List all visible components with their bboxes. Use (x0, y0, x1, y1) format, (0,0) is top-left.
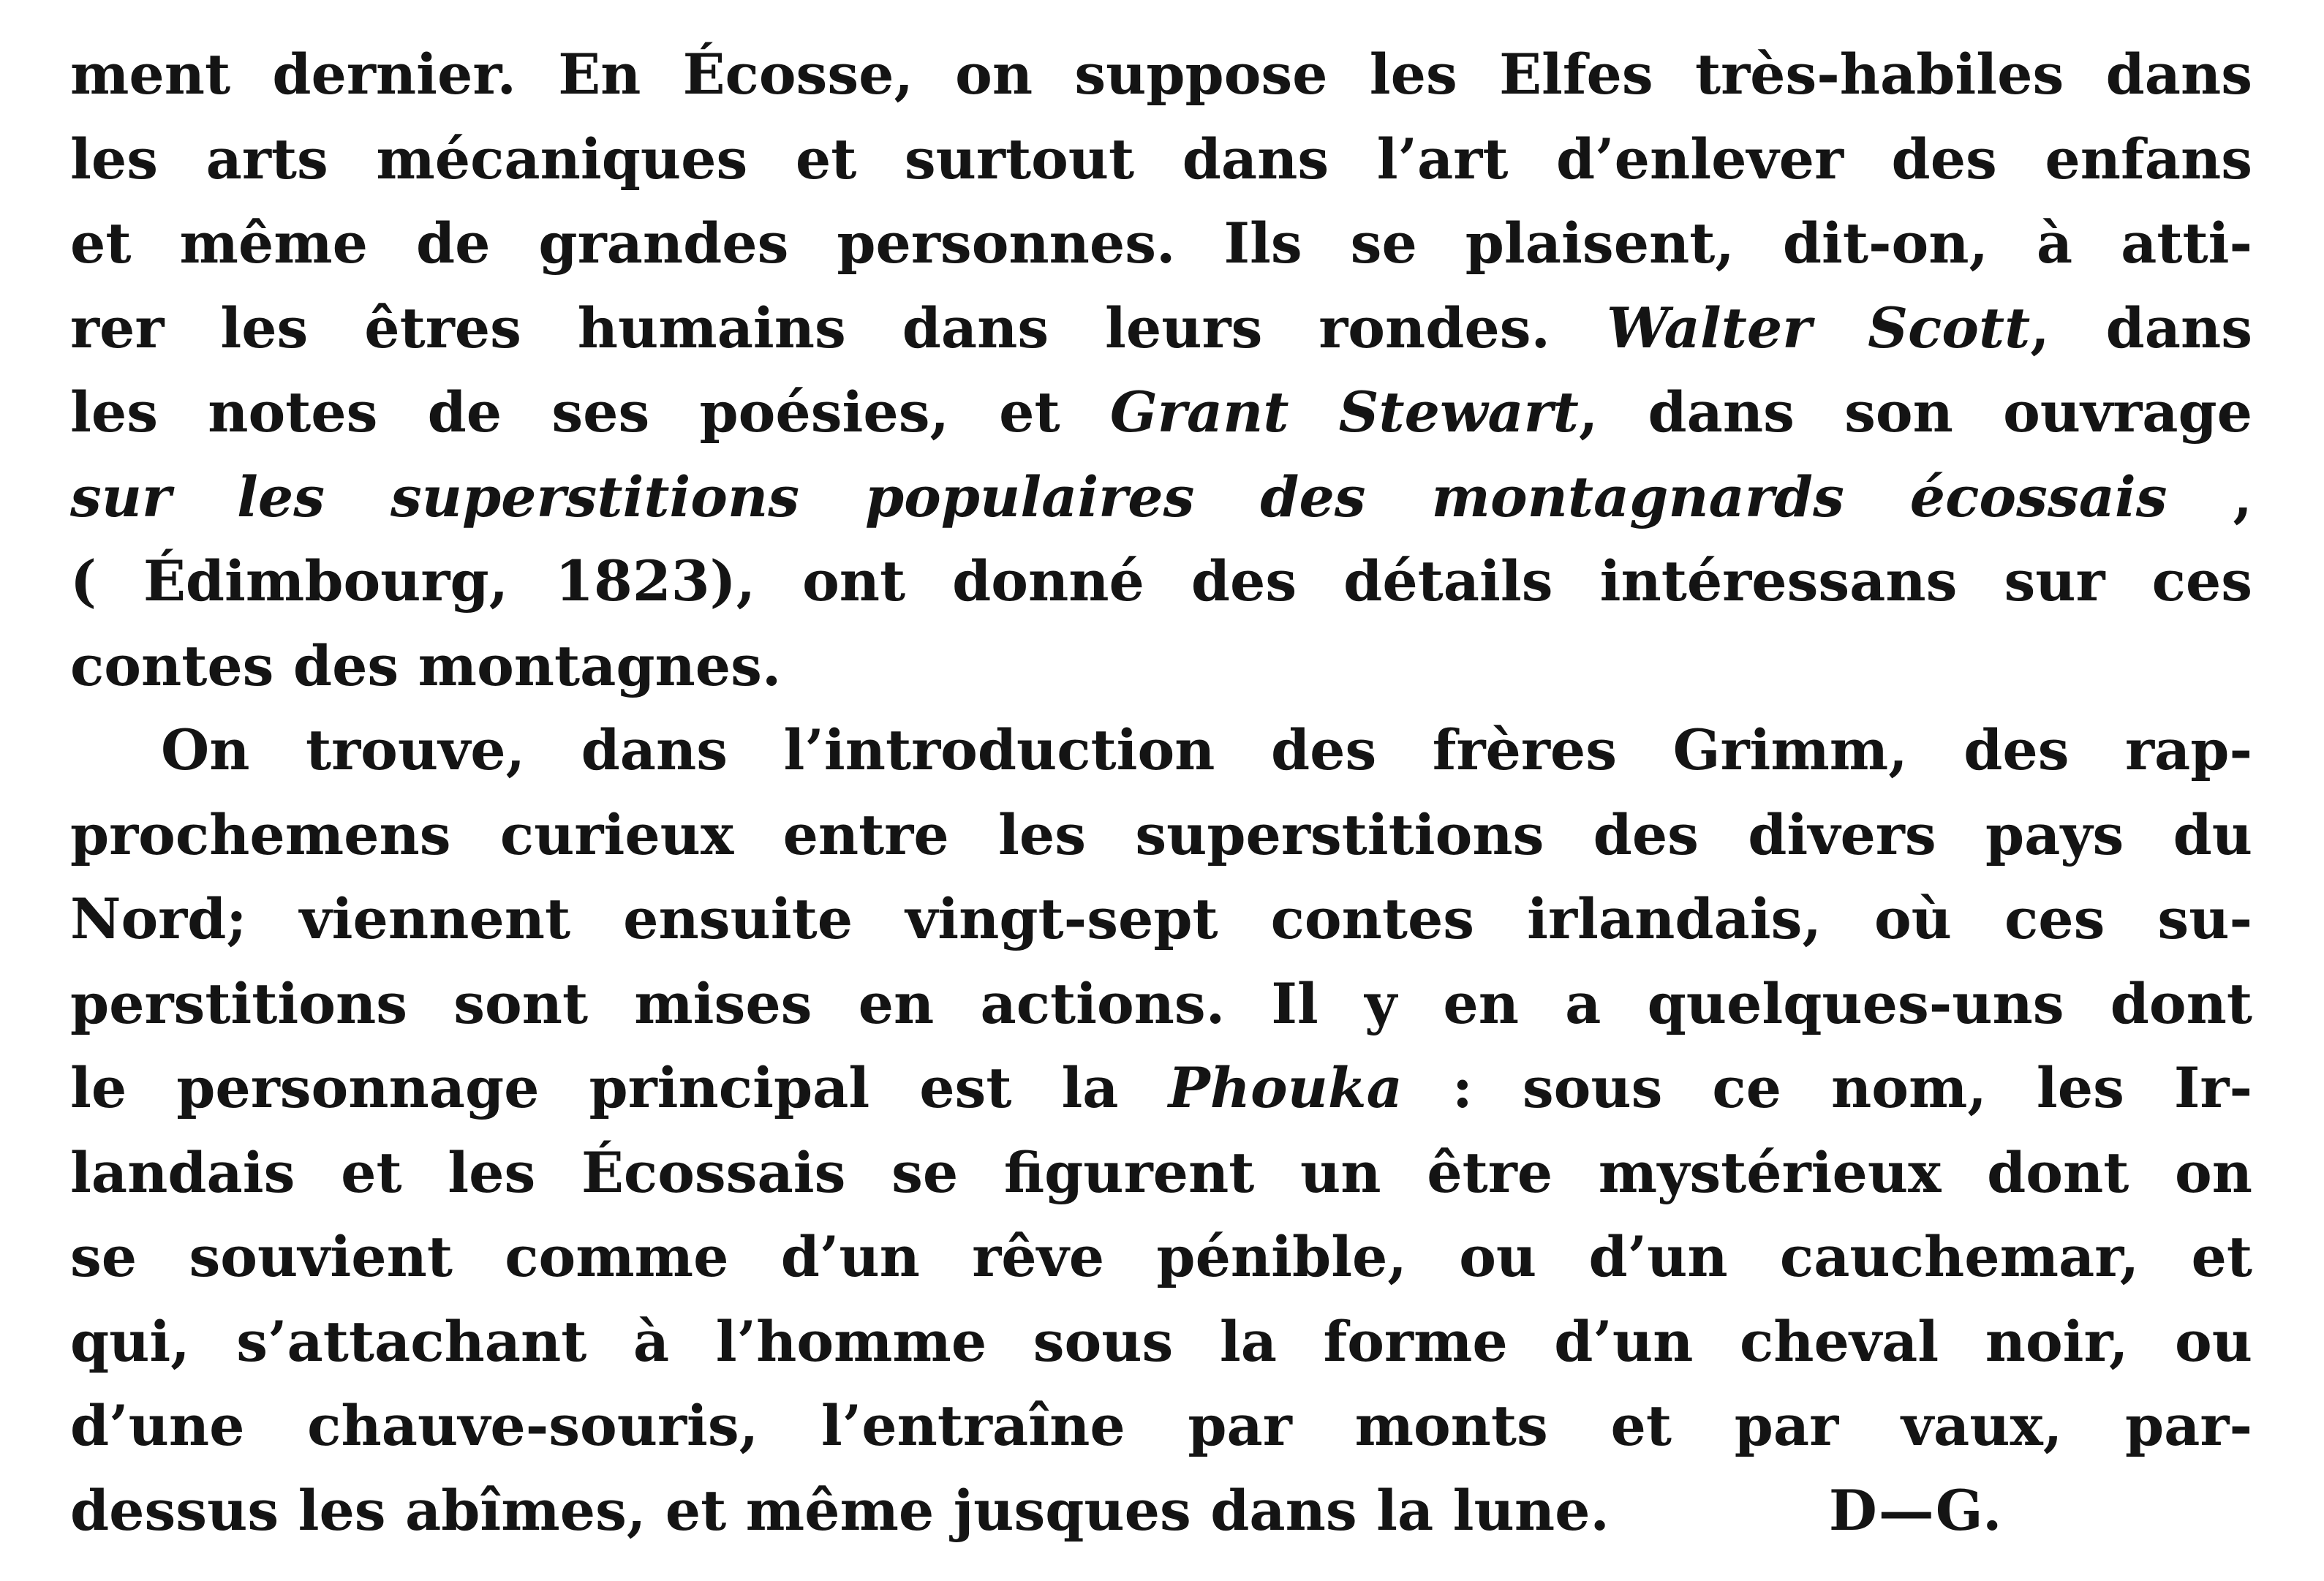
text-line: On trouve, dans l’introduction des frères Grimm, des rap- (161, 717, 2252, 782)
text-line: dessus les abîmes, et même jusques dans la lune. D—G. (70, 1468, 2252, 1553)
text-line: landais et les Écossais se figurent un être mystérieux dont on (70, 1139, 2252, 1205)
text-line: ment dernier. En Écosse, on suppose les Elfes très-habiles dans (70, 42, 2252, 107)
text-line: les arts mécaniques et surtout dans l’art d’enlever des enfans (70, 126, 2252, 192)
author-signature: D—G. (1828, 1477, 2004, 1543)
document-page (70, 32, 2252, 1552)
text-line: sur les superstitions populaires des montagnards écossais , (70, 464, 2252, 529)
text-line: prochemens curieux entre les superstitions des divers pays du (70, 801, 2252, 867)
text-line: le personnage principal est la Phouka : sous ce nom, les Ir- (70, 1055, 2252, 1120)
text-line: rer les êtres humains dans leurs rondes. Walter Scott, dans (70, 295, 2252, 361)
text-line: d’une chauve-souris, l’entraîne par monts et par vaux, par- (70, 1393, 2252, 1458)
text-line: contes des montagnes. (70, 633, 782, 698)
text-line: se souvient comme d’un rêve pénible, ou d’un cauchemar, et (70, 1224, 2252, 1289)
text-line: qui, s’attachant à l’homme sous la forme d’un cheval noir, ou (70, 1308, 2252, 1374)
italic-term: Phouka (1168, 1055, 1403, 1120)
text-line: les notes de ses poésies, et Grant Stewart, dans son ouvrage (70, 380, 2252, 445)
paragraph-2 (70, 708, 2252, 1552)
text-line: perstitions sont mises en actions. Il y en a quelques-uns dont (70, 970, 2252, 1036)
paragraph-1 (70, 32, 2252, 708)
italic-book-title: sur les superstitions populaires des montagnards écossais (70, 464, 2168, 529)
italic-author-name: Walter Scott (1606, 295, 2031, 361)
text-line: Nord; viennent ensuite vingt-sept contes irlandais, où ces su- (70, 886, 2252, 951)
text-line: ( Édimbourg, 1823), ont donné des détails intéressans sur ces (70, 548, 2252, 614)
text-line: et même de grandes personnes. Ils se plaisent, dit-on, à atti- (70, 211, 2252, 276)
italic-author-name: Grant Stewart (1109, 380, 1579, 445)
